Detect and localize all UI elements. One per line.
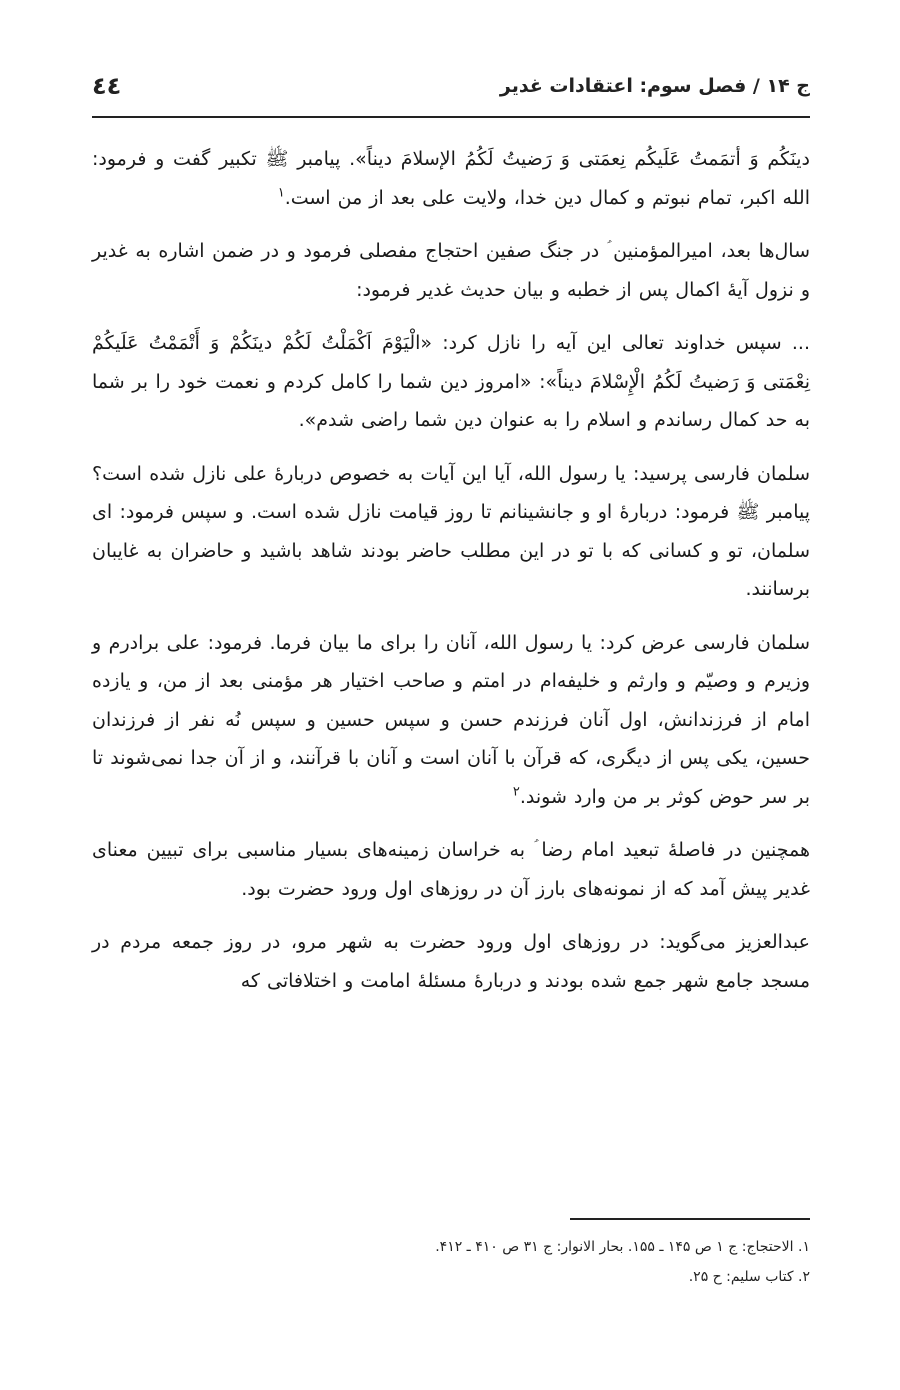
- paragraph-3: ... سپس خداوند تعالی این آیه را نازل کرد: «الْیَوْمَ اَکْمَلْتُ لَکُمْ دینَکُمْ وَ أَتْمَمْتُ عَلَیکُمْ نِعْمَتی وَ رَضیتُ لَکُمُ الْإِسْلامَ دیناً»: «امروز دین شما را کامل کردم و نعمت خود را بر شما به حد کمال رساندم و اسلام را به عنوان دین شما راضی شدم».: [92, 332, 810, 431]
- book-page: [92, 0, 810, 1390]
- paragraph-6: همچنین در فاصلهٔ تبعید امام رضا ؑ به خراسان زمینه‌های بسیار مناسبی برای تبیین معنای غدیر پیش آمد که از نمونه‌های بارز آن در روزهای اول ورود حضرت بود.: [92, 839, 810, 900]
- paragraph-7: عبدالعزیز می‌گوید: در روزهای اول ورود حضرت به شهر مرو، در روز جمعه مردم در مسجد جامع شهر جمع شده بودند و دربارهٔ مسئلهٔ امامت و اختلافاتی که: [92, 931, 810, 992]
- footnotes: [92, 1232, 810, 1292]
- page-number: ٤٤: [92, 72, 122, 100]
- paragraph-5: سلمان فارسی عرض کرد: یا رسول الله، آنان را برای ما بیان فرما. فرمود: علی برادرم و وزیرم و وصیّم و وارثم و خلیفه‌ام در امتم و صاحب اختیار هر مؤمنی بعد از من، و یازده امام از فرزندانش، اول آنان فرزندم حسن و سپس حسین و سپس نُه نفر از فرزندان حسین، یکی پس از دیگری، که قرآن با آنان است و آنان با قرآنند، و از آن جدا نمی‌شوند تا بر سر حوض کوثر بر من وارد شوند.$^۲$: [92, 631, 810, 808]
- paragraph-2: سال‌ها بعد، امیرالمؤمنین ؑ در جنگ صفین احتجاج مفصلی فرمود و در ضمن اشاره به غدیر و نزول آیهٔ اکمال پس از خطبه و بیان حدیث غدیر فرمود:: [92, 240, 810, 301]
- paragraph-4: سلمان فارسی پرسید: یا رسول الله، آیا این آیات به خصوص دربارهٔ علی نازل شده است؟ پیامبر ﷺ فرمود: دربارهٔ او و جانشینانم تا روز قیامت نازل شده است. و سپس فرمود: ای سلمان، تو و کسانی که با تو در این مطلب حاضر بودند شاهد باشید و حاضران به غایبان برسانند.: [92, 462, 810, 600]
- footnote-rule: [570, 1218, 810, 1220]
- running-title: ج ۱۴ / فصل سوم: اعتقادات غدیر: [499, 75, 810, 97]
- paragraph-1: دینَکُم وَ أتمَمتُ عَلَیکُم نِعمَتی وَ رَضیتُ لَکُمُ الإسلامَ دیناً». پیامبر ﷺ تکبیر گفت و فرمود: الله اکبر، تمام نبوتم و کمال دین خدا، ولایت علی بعد از من است.$^۱$: [92, 148, 810, 209]
- header-rule: [92, 116, 810, 118]
- footnote-1: ۱. الاحتجاج: ج ۱ ص ۱۴۵ ـ ۱۵۵. بحار الانوار: ج ۳۱ ص ۴۱۰ ـ ۴۱۲.: [435, 1239, 810, 1255]
- body-text: [92, 140, 810, 1015]
- footnote-ref-2: ۲: [512, 784, 520, 800]
- footnote-ref-1: ۱: [277, 185, 285, 201]
- page-header: [92, 66, 810, 106]
- footnote-2: ۲. کتاب سلیم: ح ۲۵.: [688, 1269, 810, 1285]
